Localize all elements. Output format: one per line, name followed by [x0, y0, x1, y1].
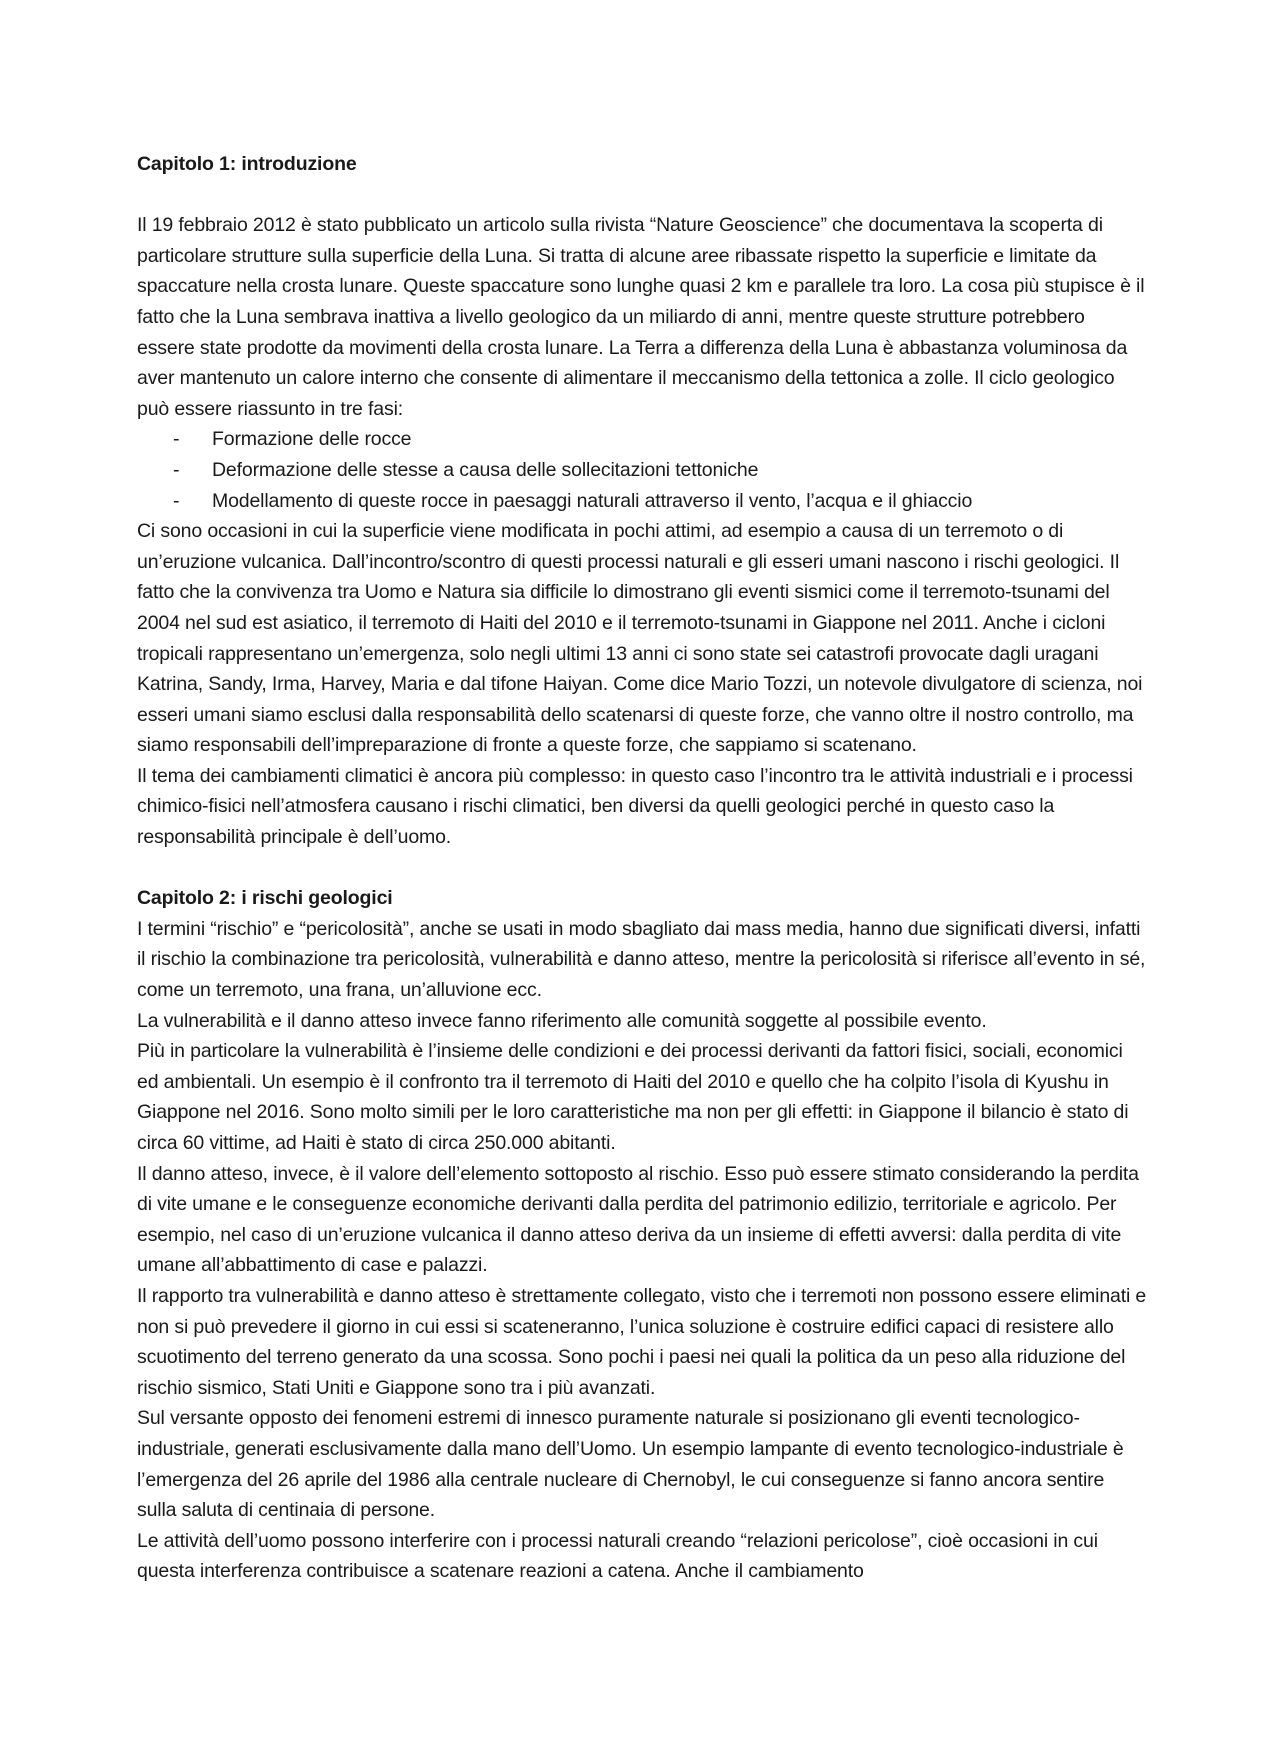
- chapter-2-paragraph-7: Le attività dell’uomo possono interferire con i processi naturali creando “relazioni pericolose”, cioè occasioni in cui questa interferenza contribuisce a scatenare reazioni a catena. Anche il cambiamento: [137, 1529, 1098, 1583]
- chapter-2-paragraph-1: I termini “rischio” e “pericolosità”, anche se usati in modo sbagliato dai mass media, hanno due significati diversi, infatti il rischio la combinazione tra pericolosità, vulnerabilità e danno atteso, mentre la pericolosità si riferisce all’evento in sé, come un terremoto, una frana, un’alluvione ecc.: [137, 917, 1146, 1002]
- chapter-1-paragraph-3: Il tema dei cambiamenti climatici è ancora più complesso: in questo caso l’incontro tra le attività industriali e i processi chimico-fisici nell’atmosfera causano i rischi climatici, ben diversi da quelli geologici perché in questo caso la responsabilità principale è dell’uomo.: [137, 764, 1133, 849]
- chapter-1-heading: Capitolo 1: introduzione: [137, 153, 357, 175]
- chapter-1-intro-paragraph: Il 19 febbraio 2012 è stato pubblicato un articolo sulla rivista “Nature Geoscience” che documentava la scoperta di particolare strutture sulla superficie della Luna. Si tratta di alcune aree ribassate rispetto la superficie e limitate da spaccature nella crosta lunare. Queste spaccature sono lunghe quasi 2 km e parallele tra loro. La cosa più stupisce è il fatto che la Luna sembrava inattiva a livello geologico da un miliardo di anni, mentre queste strutture potrebbero essere state prodotte da movimenti della crosta lunare. La Terra a differenza della Luna è abbastanza voluminosa da aver mantenuto un calore interno che consente di alimentare il meccanismo della tettonica a zolle. Il ciclo geologico può essere riassunto in tre fasi:: [137, 214, 1145, 420]
- chapter-2-heading: Capitolo 2: i rischi geologici: [137, 887, 393, 910]
- list-dash: -: [173, 428, 180, 451]
- chapter-2-paragraph-2: La vulnerabilità e il danno atteso invece fanno riferimento alle comunità soggette al possibile evento.: [137, 1009, 987, 1032]
- chapter-2-paragraph-4: Il danno atteso, invece, è il valore dell’elemento sottoposto al rischio. Esso può essere stimato considerando la perdita di vite umane e le conseguenze economiche derivanti dalla perdita del patrimonio edilizio, territoriale e agricolo. Per esempio, nel caso di un’eruzione vulcanica il danno atteso deriva da un insieme di effetti avversi: dalla perdita di vite umane all’abbattimento di case e palazzi.: [137, 1162, 1139, 1277]
- list-dash: -: [173, 458, 180, 481]
- spacer: [137, 180, 1147, 211]
- list-item-text: Deformazione delle stesse a causa delle sollecitazioni tettoniche: [212, 458, 759, 481]
- document-body: [137, 149, 1147, 1587]
- list-item: [137, 455, 1147, 486]
- chapter-2-paragraph-6: Sul versante opposto dei fenomeni estremi di innesco puramente naturale si posizionano gli eventi tecnologico-industriale, generati esclusivamente dalla mano dell’Uomo. Un esempio lampante di evento tecnologico-industriale è l’emergenza del 26 aprile del 1986 alla centrale nucleare di Chernobyl, le cui conseguenze si fanno ancora sentire sulla saluta di centinaia di persone.: [137, 1407, 1124, 1522]
- geological-cycle-list: [137, 424, 1147, 516]
- chapter-2-paragraph-3: Più in particolare la vulnerabilità è l’insieme delle condizioni e dei processi derivanti da fattori fisici, sociali, economici ed ambientali. Un esempio è il confronto tra il terremoto di Haiti del 2010 e quello che ha colpito l’isola di Kyushu in Giappone nel 2016. Sono molto simili per le loro caratteristiche ma non per gli effetti: in Giappone il bilancio è stato di circa 60 vittime, ad Haiti è stato di circa 250.000 abitanti.: [137, 1040, 1129, 1154]
- list-item-text: Modellamento di queste rocce in paesaggi naturali attraverso il vento, l’acqua e il ghiaccio: [212, 489, 973, 512]
- chapter-1-paragraph-2: Ci sono occasioni in cui la superficie viene modificata in pochi attimi, ad esempio a causa di un terremoto o di un’eruzione vulcanica. Dall’incontro/scontro di questi processi naturali e gli esseri umani nascono i rischi geologici. Il fatto che la convivenza tra Uomo e Natura sia difficile lo dimostrano gli eventi sismici come il terremoto-tsunami del 2004 nel sud est asiatico, il terremoto di Haiti del 2010 e il terremoto-tsunami in Giappone nel 2011. Anche i cicloni tropicali rappresentano un’emergenza, solo negli ultimi 13 anni ci sono state sei catastrofi provocate dagli uragani Katrina, Sandy, Irma, Harvey, Maria e dal tifone Haiyan. Come dice Mario Tozzi, un notevole divulgatore di scienza, noi esseri umani siamo esclusi dalla responsabilità dello scatenarsi di queste forze, che vanno oltre il nostro controllo, ma siamo responsabili dell’impreparazione di fronte a queste forze, che sappiamo si scatenano.: [137, 520, 1143, 757]
- spacer: [137, 853, 1147, 884]
- chapter-2-paragraph-5: Il rapporto tra vulnerabilità e danno atteso è strettamente collegato, visto che i terremoti non possono essere eliminati e non si può prevedere il giorno in cui essi si scateneranno, l’unica soluzione è costruire edifici capaci di resistere allo scuotimento del terreno generato da una scossa. Sono pochi i paesi nei quali la politica da un peso alla riduzione del rischio sismico, Stati Uniti e Giappone sono tra i più avanzati.: [137, 1284, 1147, 1399]
- list-item: [137, 424, 1147, 455]
- list-item-text: Formazione delle rocce: [212, 428, 412, 451]
- list-item: [137, 486, 1147, 517]
- list-dash: -: [173, 489, 180, 512]
